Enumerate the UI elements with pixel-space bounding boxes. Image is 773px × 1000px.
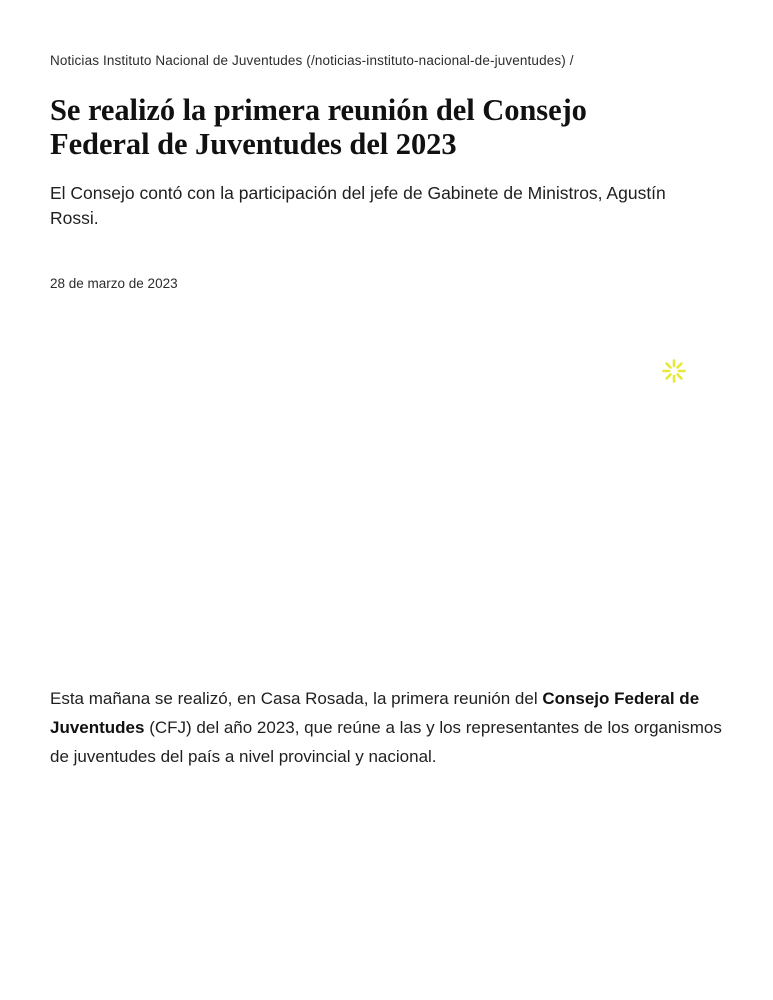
article-body xyxy=(50,684,723,772)
article-media-placeholder xyxy=(50,294,723,684)
article-text: Esta mañana se realizó, en Casa Rosada, la primera reunión del xyxy=(50,688,543,708)
article-date: 28 de marzo de 2023 xyxy=(50,275,178,291)
breadcrumb xyxy=(50,52,723,71)
spinner-icon xyxy=(661,358,687,384)
article-paragraph xyxy=(50,684,722,772)
article-text-bold: Consejo Federal de Juventudes xyxy=(50,688,700,738)
page-title: Se realizó la primera reunión del Consejo Federal de Juventudes del 2023 xyxy=(50,92,587,162)
article-subtitle: El Consejo contó con la participación del jefe de Gabinete de Ministros, Agustín Rossi. xyxy=(50,183,666,229)
article-text: (CFJ) del año 2023, que reúne a las y los representantes de los organismos de juventudes del país a nivel provincial y nacional. xyxy=(50,718,722,767)
breadcrumb-link-noticias[interactable]: Noticias Instituto Nacional de Juventudes (/noticias-instituto-nacional-de-juventudes) xyxy=(50,53,566,68)
breadcrumb-separator: / xyxy=(569,53,574,68)
